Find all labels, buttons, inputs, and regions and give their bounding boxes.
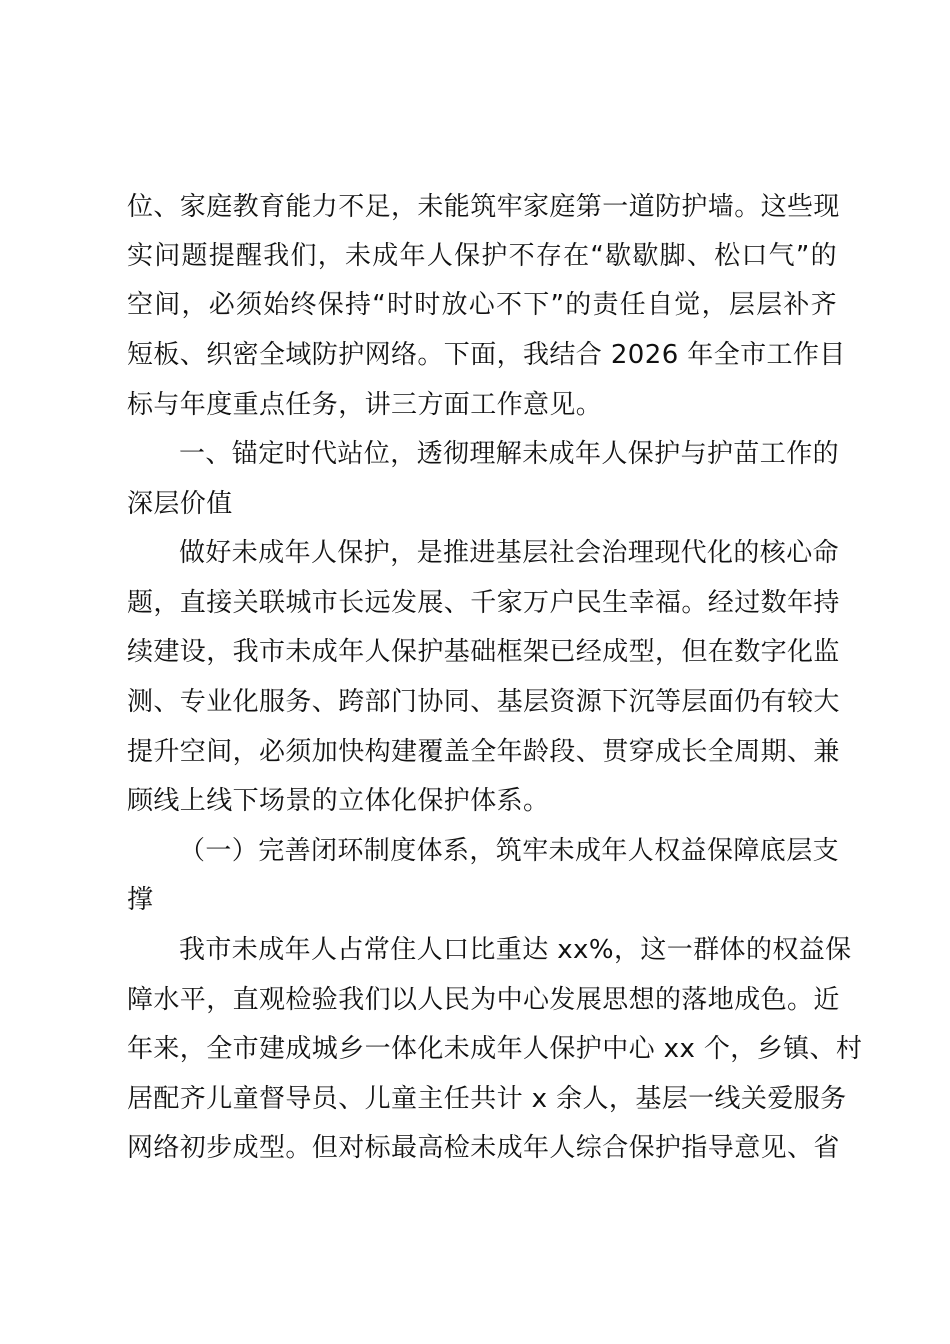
body-text-line: 顾线上线下场景的立体化保护体系。 (127, 786, 550, 816)
section-heading-line: 深层价值 (127, 489, 233, 519)
body-text-line: 题，直接关联城市长远发展、千家万户民生幸福。经过数年持 (127, 588, 840, 618)
section-heading-line: 一、锚定时代站位，透彻理解未成年人保护与护苗工作的 (179, 439, 840, 469)
body-text-line: 网络初步成型。但对标最高检未成年人综合保护指导意见、省 (127, 1133, 840, 1163)
body-text-line: 短板、织密全域防护网络。下面，我结合 2026 年全市工作目 (127, 340, 846, 370)
body-text-line: 做好未成年人保护，是推进基层社会治理现代化的核心命 (179, 538, 840, 568)
body-text-line: 空间，必须始终保持“时时放心不下”的责任自觉，层层补齐 (127, 290, 837, 320)
body-text-line: 年来，全市建成城乡一体化未成年人保护中心 xx 个，乡镇、村 (127, 1034, 863, 1064)
body-text-line: 提升空间，必须加快构建覆盖全年龄段、贯穿成长全周期、兼 (127, 737, 840, 767)
body-text-line: 居配齐儿童督导员、儿童主任共计 x 余人，基层一线关爱服务 (127, 1084, 847, 1114)
subsection-heading-line: （一）完善闭环制度体系，筑牢未成年人权益保障底层支 (179, 836, 840, 866)
body-text-line: 位、家庭教育能力不足，未能筑牢家庭第一道防护墙。这些现 (127, 192, 840, 222)
body-text-line: 障水平，直观检验我们以人民为中心发展思想的落地成色。近 (127, 985, 840, 1015)
body-text-line: 续建设，我市未成年人保护基础框架已经成型，但在数字化监 (127, 637, 840, 667)
body-text-line: 实问题提醒我们，未成年人保护不存在“歇歇脚、松口气”的 (127, 241, 837, 271)
subsection-heading-line: 撑 (127, 885, 154, 915)
body-text-line: 我市未成年人占常住人口比重达 xx%，这一群体的权益保 (179, 935, 852, 965)
body-text-line: 测、专业化服务、跨部门协同、基层资源下沉等层面仍有较大 (127, 687, 840, 717)
body-text-line: 标与年度重点任务，讲三方面工作意见。 (127, 390, 603, 420)
